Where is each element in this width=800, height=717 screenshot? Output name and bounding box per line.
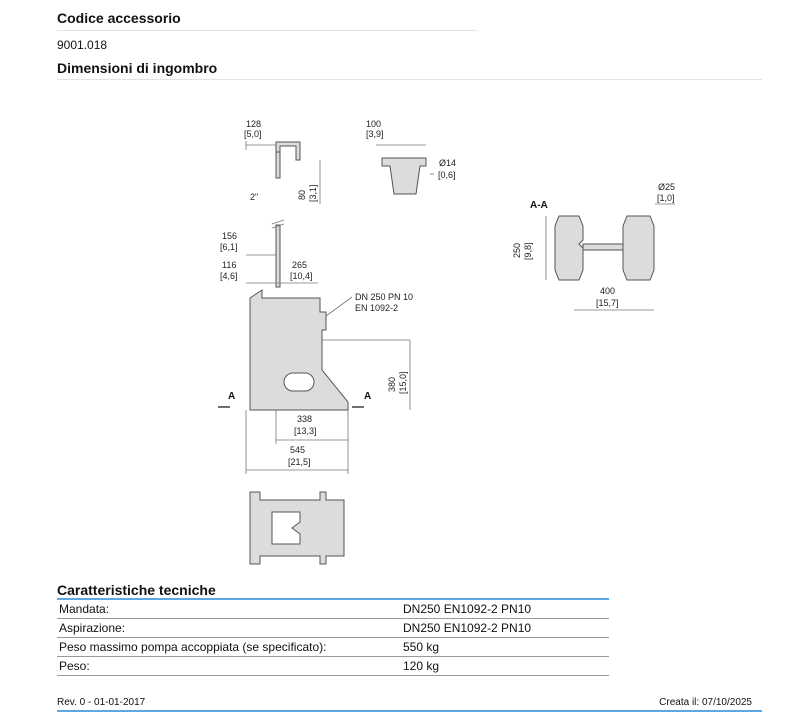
table-row: [57, 599, 609, 619]
table-row: [57, 657, 609, 676]
section-marker-left: A: [228, 391, 236, 402]
dim-116: 116: [222, 260, 237, 270]
dim-128: 128: [246, 119, 262, 129]
section-left-part: [555, 216, 583, 280]
nozzle-part: [382, 158, 426, 194]
created-date: Creata il: 07/10/2025: [659, 697, 752, 708]
dim-25-inch: [1,0]: [657, 193, 675, 203]
dim-338: 338: [297, 414, 313, 424]
plan-view-body: [250, 492, 344, 564]
section-marker-right: A: [364, 391, 372, 402]
spec-value: DN250 EN1092-2 PN10: [403, 619, 609, 638]
dim-25: Ø25: [658, 182, 676, 192]
section-title: A-A: [530, 200, 548, 211]
dim-80-inch: [3,1]: [308, 184, 318, 202]
dim-2-inch: 2": [250, 192, 259, 202]
dimensions-title: Dimensioni di ingombro: [57, 60, 218, 76]
dim-250-inch: [9,8]: [523, 242, 533, 260]
rod-part: [276, 225, 280, 287]
code-title: Codice accessorio: [57, 10, 181, 26]
specs-title: Caratteristiche tecniche: [57, 582, 216, 598]
dim-400: 400: [600, 286, 616, 296]
dim-80: 80: [297, 189, 307, 200]
code-value: 9001.018: [57, 38, 108, 52]
dim-156-inch: [6,1]: [220, 242, 238, 252]
dim-545-inch: [21,5]: [288, 457, 311, 467]
spec-label: Aspirazione:: [57, 619, 403, 638]
dim-338-inch: [13,3]: [294, 426, 317, 436]
dim-14: Ø14: [439, 158, 457, 168]
dim-100: 100: [366, 119, 382, 129]
dim-400-inch: [15,7]: [596, 298, 619, 308]
dim-265-inch: [10,4]: [290, 271, 313, 281]
spec-value: 550 kg: [403, 638, 609, 657]
table-row: [57, 619, 609, 638]
section-right-part: [623, 216, 654, 280]
dim-380-inch: [15,0]: [398, 371, 408, 394]
spec-label: Peso:: [57, 657, 403, 676]
dim-380: 380: [387, 376, 397, 392]
flange-label-1: DN 250 PN 10: [355, 292, 414, 302]
section-bolt: [583, 244, 623, 250]
specs-table: [57, 598, 609, 676]
dim-116-inch: [4,6]: [220, 271, 238, 281]
table-row: [57, 638, 609, 657]
spec-label: Peso massimo pompa accoppiata (se specificato):: [57, 638, 403, 657]
base-slot: [284, 373, 314, 391]
dim-14-inch: [0,6]: [438, 170, 456, 180]
rod-part: [276, 152, 280, 178]
revision-text: Rev. 0 - 01-01-2017: [57, 697, 146, 708]
dim-545: 545: [290, 445, 306, 455]
dim-250: 250: [512, 242, 522, 258]
footer-divider: [57, 710, 762, 712]
flange-label-2: EN 1092-2: [355, 303, 399, 313]
dim-100-inch: [3,9]: [366, 129, 384, 139]
base-body: [250, 290, 348, 410]
dim-265: 265: [292, 260, 308, 270]
spec-value: 120 kg: [403, 657, 609, 676]
dim-156: 156: [222, 231, 238, 241]
dim-128-inch: [5,0]: [244, 129, 262, 139]
spec-value: DN250 EN1092-2 PN10: [403, 599, 609, 619]
spec-label: Mandata:: [57, 599, 403, 619]
